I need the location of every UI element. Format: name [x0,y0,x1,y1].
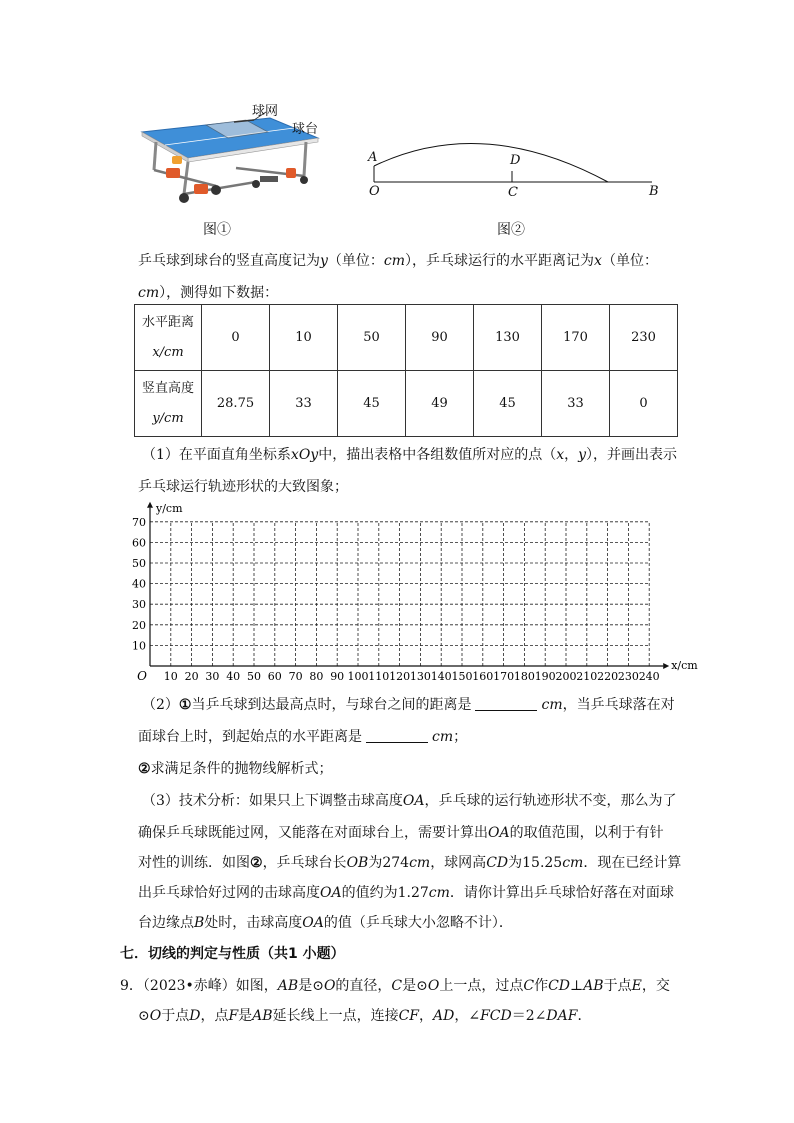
x-axis-label: x/cm [671,659,698,672]
x-tick-label: 130 [409,670,431,683]
x-tick-label: 200 [555,670,577,683]
origin-label: O [137,669,147,683]
x-tick-label: 180 [513,670,535,683]
cell: 170 [542,305,610,371]
part3-line-4: 出乒乓球恰好过网的击球高度OA的值约为1.27cm．请你计算出乒乓球恰好落在对面球 [138,885,674,901]
x-tick-label: 90 [330,670,345,683]
part3-line-3: 对性的训练．如图②，乒乓球台长OB为274cm，球网高CD为15.25cm．现在已经计算 [138,855,682,871]
data-table [134,304,678,437]
x-tick-label: 210 [576,670,598,683]
cell: 45 [338,371,406,437]
x-tick-label: 70 [288,670,303,683]
x-tick-label: 170 [493,670,515,683]
cell: 90 [406,305,474,371]
cell: 0 [610,371,678,437]
coordinate-grid [128,496,710,688]
part2-line-2: 面球台上时，到起始点的水平距离是 cm； [138,729,468,745]
x-tick-label: 60 [267,670,282,683]
y-axis-label: y/cm [156,501,183,515]
table-row-vertical [135,371,678,437]
y-tick-label: 50 [132,557,146,570]
row-label-horizontal: 水平距离 x/cm [135,305,202,371]
y-tick-label: 20 [132,618,146,632]
cell: 130 [474,305,542,371]
answer-blank-2[interactable] [366,728,428,743]
point-A: A [368,150,378,165]
x-tick-label: 50 [247,670,261,683]
x-tick-label: 240 [638,670,660,683]
x-axis-arrow [663,663,669,669]
point-C: C [508,185,518,200]
y-tick-label: 30 [132,598,146,612]
cell: 0 [202,305,270,371]
x-tick-label: 80 [309,670,324,683]
y-axis-arrow [147,502,153,508]
fig2-caption: 图② [497,222,525,238]
y-tick-label: 70 [132,515,146,529]
part3-line-1: （3）技术分析：如果只上下调整击球高度OA，乒乓球的运行轨迹形状不变，那么为了 [142,793,677,809]
y-tick-label: 40 [132,577,146,591]
q9-line-1: 9．（2023•赤峰）如图，AB是⊙O的直径，C是⊙O上一点，过点C作CD⊥AB于点E，交 [120,978,670,994]
x-tick-label: 150 [451,670,473,683]
trajectory-arc [374,143,608,182]
x-tick-label: 110 [368,670,390,683]
intro-line-2: cm），测得如下数据： [138,285,279,301]
x-tick-label: 100 [347,670,369,683]
point-D: D [510,153,521,168]
row-label-vertical: 竖直高度 y/cm [135,371,202,437]
part2-line-3: ②求满足条件的抛物线解析式； [138,761,333,777]
x-tick-label: 40 [226,670,241,683]
cell: 33 [542,371,610,437]
q9-line-2: ⊙O于点D，点F是AB延长线上一点，连接CF，AD，∠FCD＝2∠DAF． [138,1008,592,1024]
table-row-horizontal [135,305,678,371]
point-O: O [369,184,380,199]
cell: 10 [270,305,338,371]
part1-line-2: 乒乓球运行轨迹形状的大致图象； [138,479,348,495]
cell: 28.75 [202,371,270,437]
label-net: 球网 [252,104,279,119]
x-tick-label: 160 [472,670,494,683]
y-tick-label: 10 [132,639,146,653]
cell: 45 [474,371,542,437]
part1-line-1: （1）在平面直角坐标系xOy中，描出表格中各组数值所对应的点（x，y），并画出表示 [142,447,678,463]
x-tick-label: 190 [534,670,556,683]
y-tick-label: 60 [132,536,146,550]
label-table: 球台 [292,122,319,137]
cell: 49 [406,371,474,437]
x-tick-label: 30 [205,670,220,683]
point-B: B [649,184,659,199]
answer-blank-1[interactable] [475,696,537,711]
intro-line-1: 乒乓球到球台的竖直高度记为y（单位：cm），乒乓球运行的水平距离记为x（单位： [138,253,658,269]
part3-line-5: 台边缘点B处时，击球高度OA的值（乒乓球大小忽略不计）． [138,915,513,931]
x-tick-label: 120 [389,670,411,683]
cell: 50 [338,305,406,371]
part2-line-1: （2）①当乒乓球到达最高点时，与球台之间的距离是 cm，当乒乓球落在对 [142,697,675,713]
cell: 33 [270,371,338,437]
x-tick-label: 140 [430,670,452,683]
x-tick-label: 10 [163,670,178,683]
x-tick-label: 20 [184,670,199,683]
fig1-caption: 图① [203,222,231,238]
part3-line-2: 确保乒乓球既能过网，又能落在对面球台上，需要计算出OA的取值范围，以利于有针 [138,825,664,841]
ping-pong-table-illustration [136,98,336,210]
section-title: 七．切线的判定与性质（共1 小题） [120,946,345,962]
x-tick-label: 220 [597,670,619,683]
x-tick-label: 230 [617,670,639,683]
cell: 230 [610,305,678,371]
